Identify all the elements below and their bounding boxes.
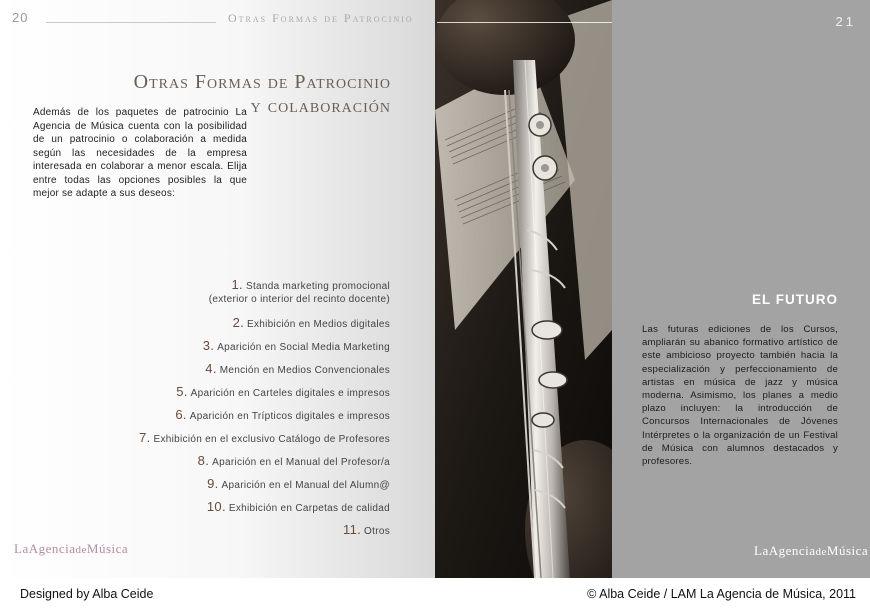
option-text: Aparición en Carteles digitales e impresos — [190, 388, 390, 399]
option-text: Exhibición en Medios digitales — [247, 319, 390, 330]
left-page — [0, 0, 435, 578]
option-text: Aparición en Trípticos digitales e impresos — [189, 411, 390, 422]
option-number: 5. — [176, 384, 188, 399]
option-number: 2. — [232, 315, 245, 330]
future-paragraph: Las futuras ediciones de los Cursos, ampliarán su abanico formativo artístico de este ambicioso proyecto también hacia la especialización y perfeccionamiento de artistas en música de jazz y música moderna. Asimismo, los planes a medio plazo incluyen: la introducción de Concursos Internacionales de Jóvenes Intérpretes o la organización de un Festival de Música con alumnos destacados y profesores. — [642, 324, 838, 468]
page-number-left: 20 — [12, 10, 29, 25]
title-line-2: y colaboración — [250, 95, 391, 117]
option-number: 10. — [206, 499, 226, 514]
option-item — [60, 476, 390, 493]
designer-credit: Designed by Alba Ceide — [20, 587, 154, 601]
option-item — [60, 522, 390, 539]
flute-image — [435, 0, 612, 578]
option-number: 4. — [205, 361, 217, 376]
option-item — [60, 277, 390, 307]
option-text: Aparición en el Manual del Profesor/a — [212, 457, 390, 468]
option-item — [60, 361, 390, 378]
intro-paragraph: Además de los paquetes de patrocinio La Agencia de Música cuenta con la posibilidad de un patrocinio o colaboración a medida según las necesidades de la empresa interesada en colaborar a menor escala. Elija entre todas las opciones posibles la que mejor se adapte a sus deseos: — [33, 107, 247, 199]
running-header: Otras Formas de Patrocinio — [228, 11, 414, 25]
option-text: Aparición en el Manual del Alumn@ — [221, 480, 390, 491]
option-number: 8. — [197, 453, 210, 468]
copyright-notice: © Alba Ceide / LAM La Agencia de Música, 2011 — [587, 587, 856, 601]
option-item — [60, 407, 390, 424]
sponsorship-options-list — [60, 277, 390, 539]
flute-photo — [435, 0, 612, 578]
option-text: Aparición en Social Media Marketing — [217, 342, 390, 353]
option-item — [60, 453, 390, 470]
lam-logo-left: LaAgenciadeMúsica — [14, 541, 129, 556]
option-item — [60, 315, 390, 332]
option-text: Otros — [364, 526, 390, 537]
option-number: 1. — [231, 277, 243, 292]
option-text: Exhibición en Carpetas de calidad — [228, 503, 390, 514]
option-text: Mención en Medios Convencionales — [219, 365, 390, 376]
option-text: Exhibición en el exclusivo Catálogo de Profesores — [153, 434, 390, 445]
title-line-1: Otras Formas de Patrocinio — [133, 71, 391, 93]
option-number: 3. — [202, 338, 215, 353]
header-rule-left — [46, 22, 216, 23]
option-number: 9. — [207, 476, 219, 491]
option-number: 7. — [139, 430, 151, 445]
option-text: Standa marketing promocional — [245, 281, 390, 292]
section-title: EL FUTURO — [752, 292, 838, 307]
option-number: 6. — [175, 407, 187, 422]
option-item — [60, 338, 390, 355]
page-number-right: 21 — [835, 14, 856, 29]
right-page — [612, 0, 870, 578]
option-subtext: (exterior o interior del recinto docente) — [208, 294, 390, 305]
lam-logo-right: LaAgenciadeMúsica — [754, 543, 869, 558]
option-item — [60, 384, 390, 401]
option-item — [60, 499, 390, 516]
option-item — [60, 430, 390, 447]
option-number: 11. — [343, 522, 362, 537]
